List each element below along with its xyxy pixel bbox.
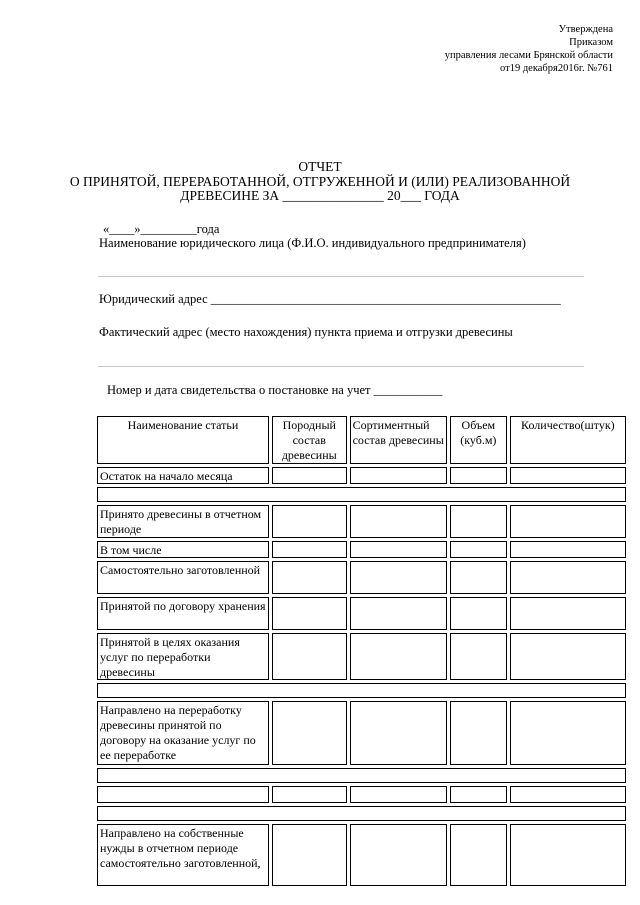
table-cell[interactable] xyxy=(510,541,626,558)
table-row xyxy=(97,505,626,538)
header-volume: Объем (куб.м) xyxy=(450,416,507,464)
actual-address-underline xyxy=(98,366,584,367)
approval-line: Утверждена xyxy=(558,24,613,35)
row-label: Принятой в целях оказания услуг по переработки древесины xyxy=(97,633,269,680)
table-cell[interactable] xyxy=(272,786,347,803)
legal-address-label: Юридический адрес ________________________________________________________ xyxy=(99,292,561,306)
header-name: Наименование статьи xyxy=(97,416,269,464)
row-label: Принято древесины в отчетном периоде xyxy=(97,505,269,538)
table-row xyxy=(97,561,626,594)
table-spacer-row xyxy=(97,487,626,502)
report-table xyxy=(97,416,626,889)
table-cell[interactable] xyxy=(450,597,507,630)
table-cell[interactable] xyxy=(510,505,626,538)
table-cell[interactable] xyxy=(272,701,347,765)
row-label: В том числе xyxy=(97,541,269,558)
table-cell[interactable] xyxy=(510,597,626,630)
approval-stamp xyxy=(445,23,613,75)
table-cell[interactable] xyxy=(350,633,447,680)
table-cell[interactable] xyxy=(450,541,507,558)
table-cell[interactable] xyxy=(97,487,626,502)
table-cell[interactable] xyxy=(450,505,507,538)
table-row xyxy=(97,824,626,886)
table-cell[interactable] xyxy=(350,505,447,538)
table-cell[interactable] xyxy=(350,467,447,484)
table-cell[interactable] xyxy=(450,467,507,484)
table-row xyxy=(97,633,626,680)
certificate-label: Номер и дата свидетельства о постановке на учет ___________ xyxy=(107,383,443,397)
table-row xyxy=(97,467,626,484)
table-cell[interactable] xyxy=(450,786,507,803)
row-label: Направлено на собственные нужды в отчетном периоде самостоятельно заготовленной, xyxy=(97,824,269,886)
row-label: Принятой по договору хранения xyxy=(97,597,269,630)
table-cell[interactable] xyxy=(272,633,347,680)
table-row xyxy=(97,597,626,630)
table-cell[interactable] xyxy=(97,768,626,783)
table-cell[interactable] xyxy=(350,541,447,558)
row-label: Самостоятельно заготовленной xyxy=(97,561,269,594)
table-cell[interactable] xyxy=(510,824,626,886)
table-cell[interactable] xyxy=(350,597,447,630)
table-cell[interactable] xyxy=(272,467,347,484)
table-spacer-row xyxy=(97,806,626,821)
table-cell[interactable] xyxy=(450,561,507,594)
table-cell[interactable] xyxy=(510,786,626,803)
table-cell[interactable] xyxy=(510,633,626,680)
approval-line: управления лесами Брянской области xyxy=(444,50,613,61)
table-cell[interactable] xyxy=(97,683,626,698)
date-line: «____»_________года xyxy=(103,222,220,236)
table-row xyxy=(97,786,626,803)
actual-address-label: Фактический адрес (место нахождения) пункта приема и отгрузки древесины xyxy=(99,325,513,339)
header-species: Породный состав древесины xyxy=(272,416,347,464)
row-label: Направлено на переработку древесины принятой по договору на оказание услуг по ее переработке xyxy=(97,701,269,765)
table-cell[interactable] xyxy=(510,467,626,484)
title-line: ДРЕВЕСИНЕ ЗА _______________ 20___ ГОДА xyxy=(180,188,460,203)
table-row xyxy=(97,701,626,765)
table-cell[interactable] xyxy=(97,786,269,803)
table-spacer-row xyxy=(97,683,626,698)
title-line: ОТЧЕТ xyxy=(298,159,342,174)
table-cell[interactable] xyxy=(450,701,507,765)
table-cell[interactable] xyxy=(272,561,347,594)
header-quantity: Количество(штук) xyxy=(510,416,626,464)
header-assortment: Сортиментный состав древесины xyxy=(350,416,447,464)
table-cell[interactable] xyxy=(510,701,626,765)
table-cell[interactable] xyxy=(510,561,626,594)
report-title xyxy=(0,160,640,204)
entity-name-label: Наименование юридического лица (Ф.И.О. индивидуального предпринимателя) xyxy=(99,236,526,250)
table-cell[interactable] xyxy=(272,541,347,558)
entity-name-underline xyxy=(98,276,584,277)
row-label: Остаток на начало месяца xyxy=(97,467,269,484)
table-cell[interactable] xyxy=(350,786,447,803)
table-cell[interactable] xyxy=(272,505,347,538)
approval-line: от19 декабря2016г. №761 xyxy=(500,63,613,74)
title-line: О ПРИНЯТОЙ, ПЕРЕРАБОТАННОЙ, ОТГРУЖЕННОЙ И (ИЛИ) РЕАЛИЗОВАННОЙ xyxy=(69,173,571,189)
table-cell[interactable] xyxy=(350,561,447,594)
approval-line: Приказом xyxy=(569,37,613,48)
table-cell[interactable] xyxy=(272,597,347,630)
table-header-row xyxy=(97,416,626,464)
table-cell[interactable] xyxy=(97,806,626,821)
table-cell[interactable] xyxy=(450,824,507,886)
table-cell[interactable] xyxy=(350,824,447,886)
table-cell[interactable] xyxy=(272,824,347,886)
table-row xyxy=(97,541,626,558)
table-spacer-row xyxy=(97,768,626,783)
table-cell[interactable] xyxy=(350,701,447,765)
table-cell[interactable] xyxy=(450,633,507,680)
